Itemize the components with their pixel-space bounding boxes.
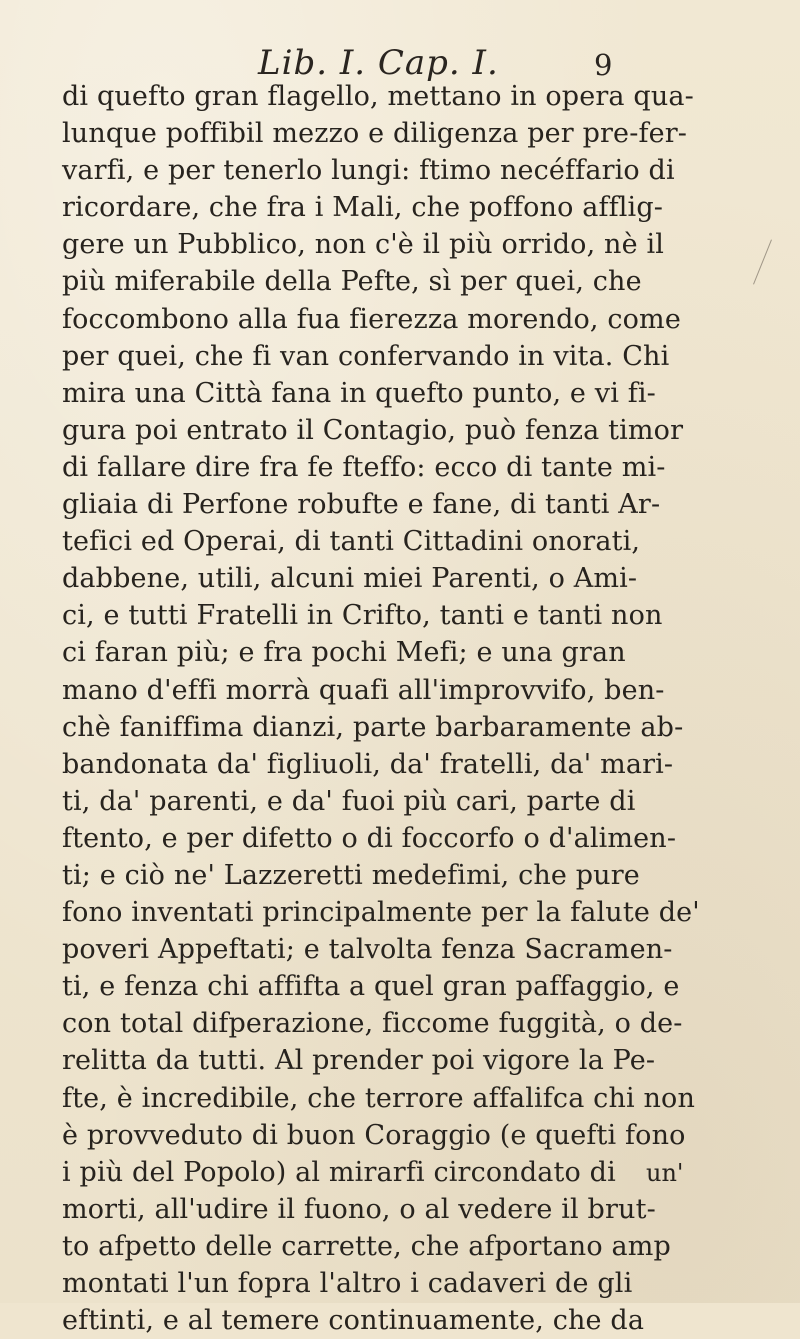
text-line: bandonata da' figliuoli, da' fratelli, da' mari- (62, 748, 674, 780)
text-line: foccombono alla fua fierezza morendo, come (62, 303, 681, 335)
text-line: ti, e fenza chi affifta a quel gran paffaggio, e (62, 971, 680, 1003)
text-line: morti, all'udire il fuono, o al vedere il brut- (62, 1193, 656, 1225)
text-line: mano d'effi morrà quafi all'improvvifo, ben- (62, 674, 665, 706)
margin-pen-stroke (753, 240, 772, 285)
text-line: ricordare, che fra i Mali, che poffono afflig- (62, 192, 664, 224)
text-line: gere un Pubblico, non c'è il più orrido, nè il (62, 229, 665, 261)
page-number: 9 (594, 48, 613, 82)
text-line: poveri Appeftati; e talvolta fenza Sacramen- (62, 934, 673, 966)
text-line: ti, da' parenti, e da' fuoi più cari, parte di (62, 785, 636, 817)
text-line: gura poi entrato il Contagio, può fenza timor (62, 414, 684, 446)
catchword-row (0, 1157, 800, 1189)
text-line: chè faniffima dianzi, parte barbaramente ab- (62, 711, 684, 743)
text-line: gliaia di Perfone robufte e fane, di tanti Ar- (62, 489, 661, 521)
text-line: ftento, e per difetto o di foccorfo o d'alimen- (62, 822, 677, 854)
text-line: i più del Popolo) al mirarfi circondato di (62, 1156, 616, 1188)
text-line: più miferabile della Pefte, sì per quei, che (62, 266, 642, 298)
text-line: to afpetto delle carrette, che afportano amp (62, 1230, 671, 1262)
text-line: relitta da tutti. Al prender poi vigore la Pe- (62, 1045, 656, 1077)
text-line: montati l'un fopra l'altro i cadaveri de gli (62, 1268, 633, 1299)
text-line: tefici ed Operai, di tanti Cittadini onorati, (62, 526, 641, 558)
text-line: ci faran più; e fra pochi Mefi; e una gran (62, 637, 626, 669)
text-line: con total difperazione, ficcome fuggità, o de- (62, 1008, 683, 1040)
running-head: Lib. I. Cap. I. (258, 43, 499, 83)
text-line: ci, e tutti Fratelli in Crifto, tanti e tanti non (62, 600, 663, 632)
text-line: mira una Città fana in quefto punto, e vi fi- (62, 377, 656, 409)
text-line: lunque poffibil mezzo e diligenza per pre-fer- (62, 118, 688, 150)
text-line: varfi, e per tenerlo lungi: ftimo necéffario di (62, 155, 675, 187)
text-line: ti; e ciò ne' Lazzeretti medefimi, che pure (62, 859, 640, 891)
catchword: un' (646, 1159, 684, 1187)
body-text (62, 78, 752, 1339)
text-line: fte, è incredibile, che terrore affalifca chi non (62, 1082, 695, 1114)
text-line: per quei, che fi van confervando in vita. Chi (62, 340, 670, 372)
text-line: è provveduto di buon Coraggio (e quefti fono (62, 1119, 686, 1151)
text-line: fono inventati principalmente per la falute de' (62, 897, 700, 929)
text-line: dabbene, utili, alcuni miei Parenti, o Ami- (62, 563, 638, 595)
text-line: di fallare dire fra fe fteffo: ecco di tante mi- (62, 451, 666, 483)
text-line: di quefto gran flagello, mettano in opera qua- (62, 81, 694, 112)
text-line: eftinti, e al temere continuamente, che da (62, 1305, 645, 1337)
